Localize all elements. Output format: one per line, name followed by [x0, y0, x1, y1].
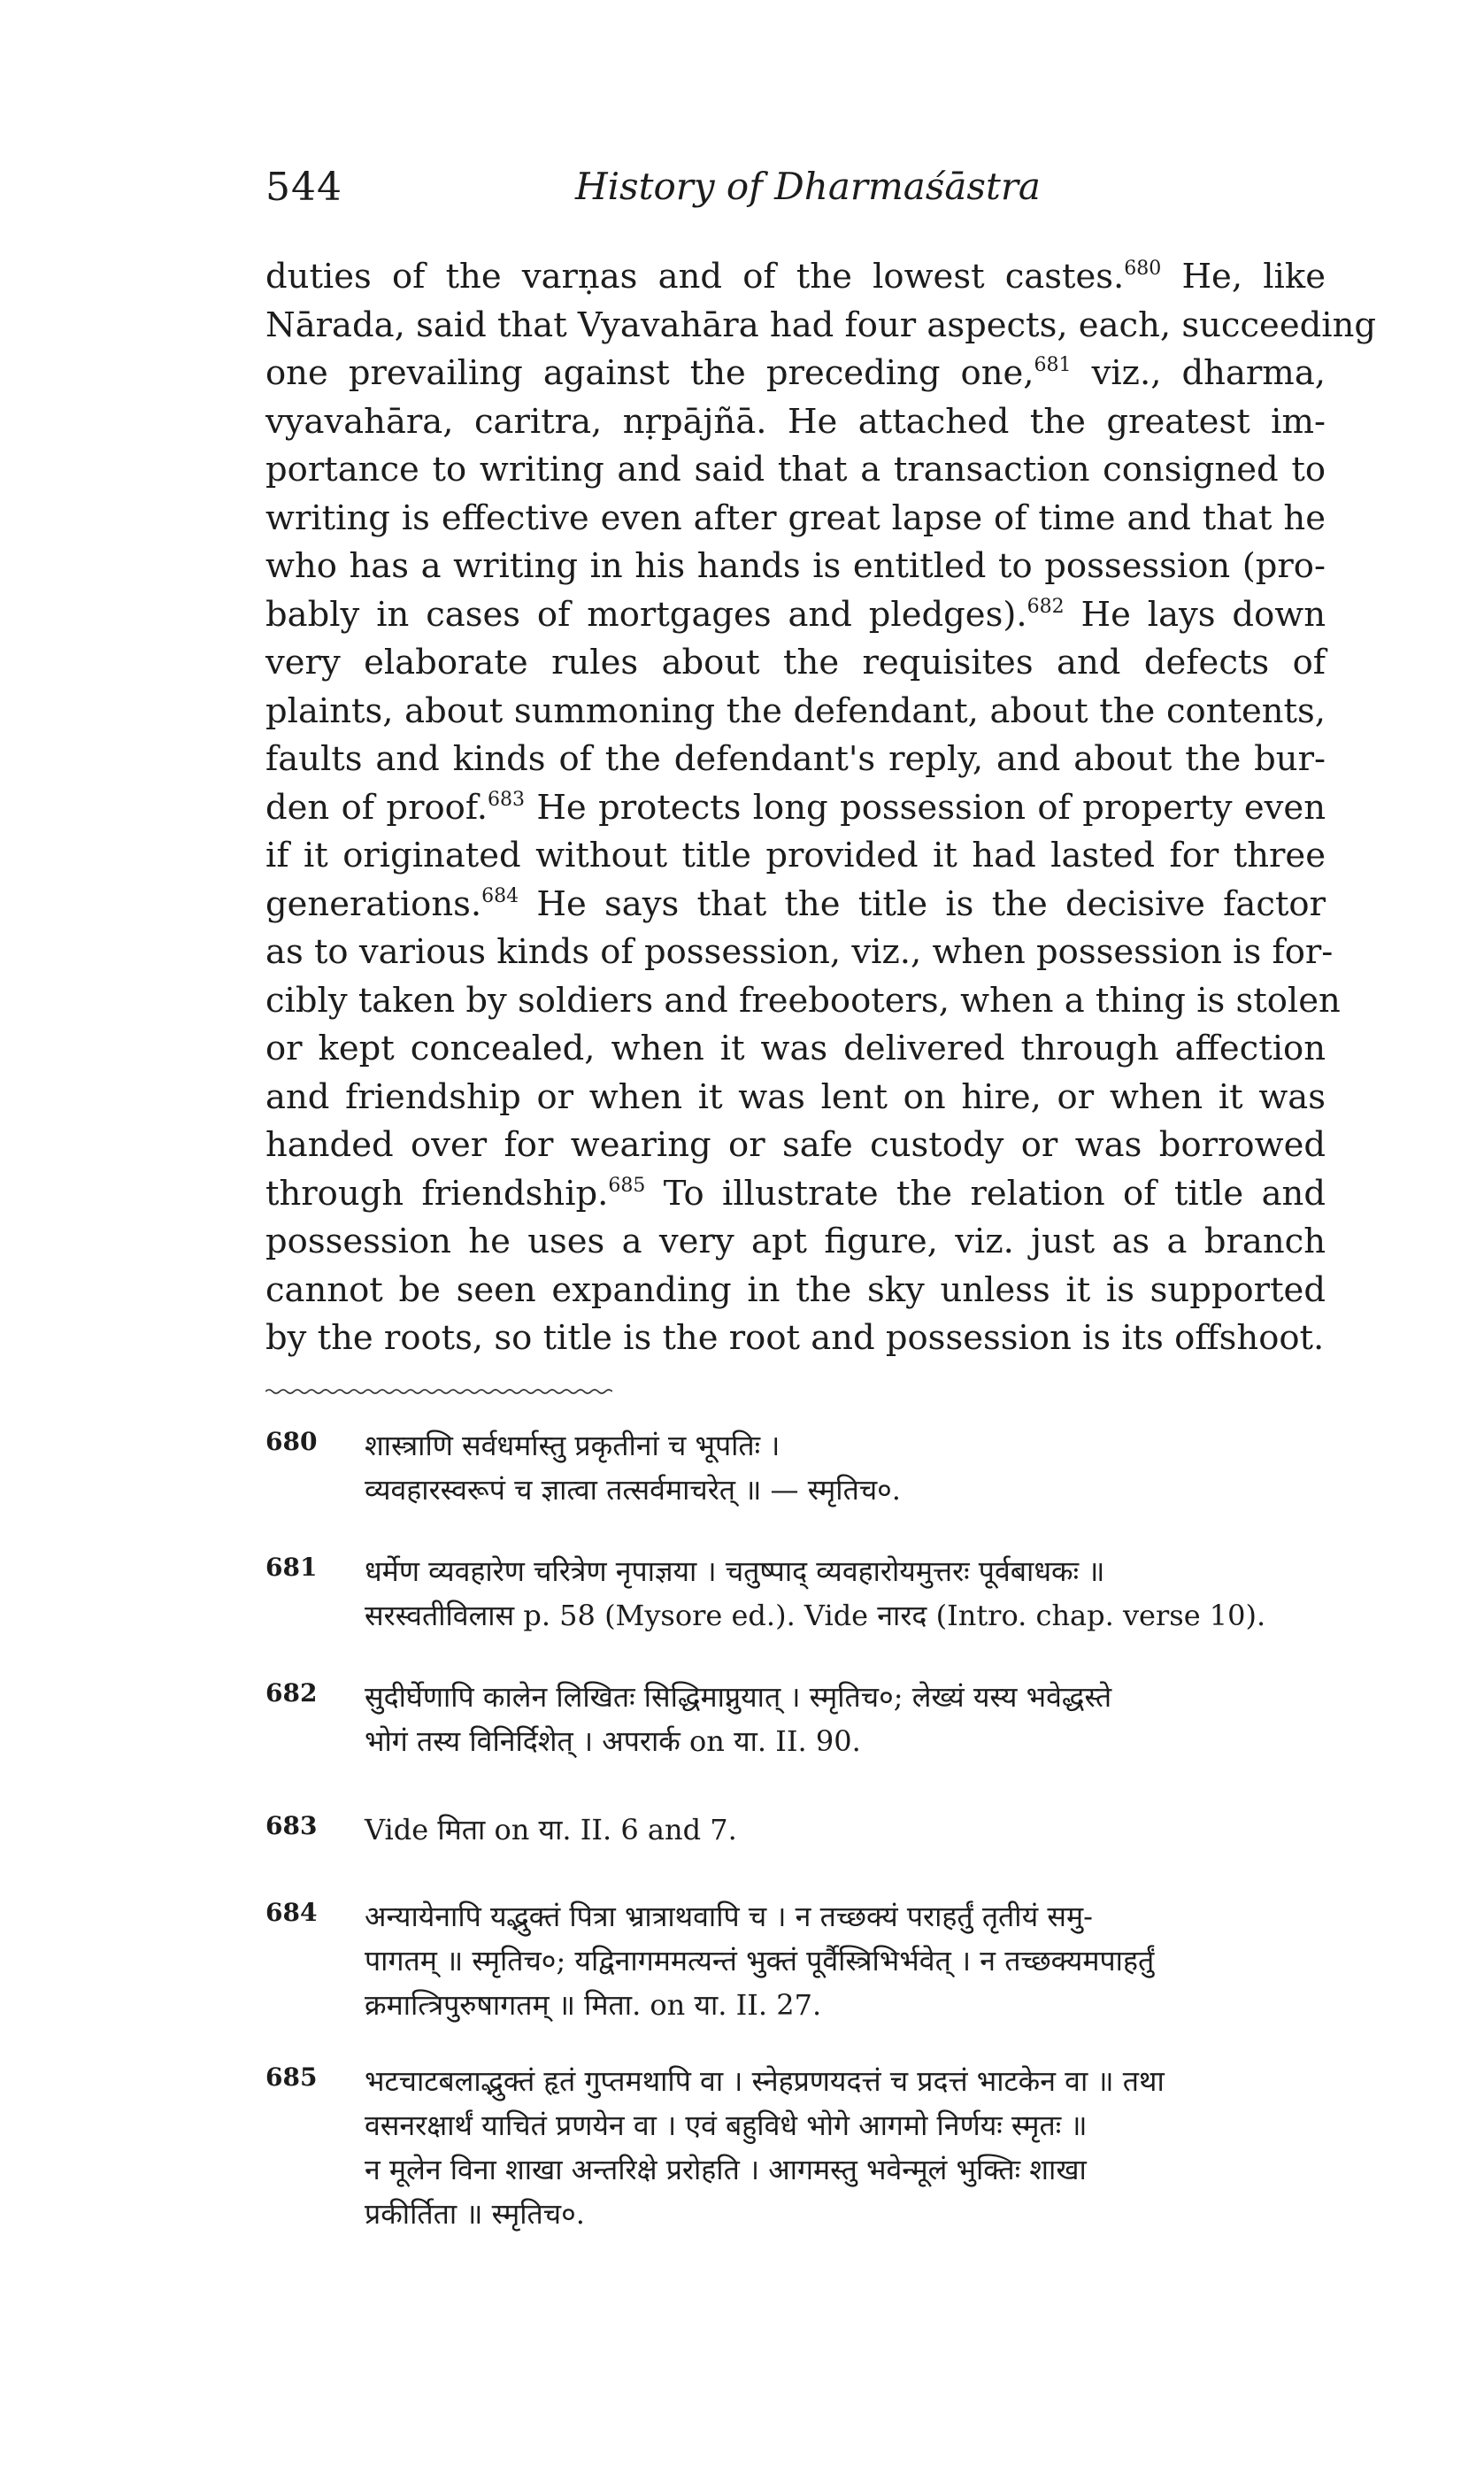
text-line: plaints, about summoning the defendant, about the contents, [265, 690, 1326, 731]
footnote-number: 681 [265, 1553, 318, 1582]
text-line: possession he uses a very apt figure, viz. just as a branch [265, 1222, 1326, 1261]
page-number: 544 [265, 165, 342, 210]
text-line: vyavahāra, caritra, nṛpājñā. He attached the greatest im- [265, 401, 1326, 442]
footnote-ref: 682 [1026, 595, 1065, 618]
text-line: portance to writing and said that a transaction consigned to [265, 450, 1326, 490]
footnote-number: 680 [265, 1427, 318, 1456]
text-line: by the roots, so title is the root and possession is its offshoot. [265, 1318, 1325, 1358]
text-line: and friendship or when it was lent on hire, or when it was [265, 1076, 1326, 1117]
running-title: History of Dharmaśāstra [575, 165, 1041, 208]
text-line: or kept concealed, when it was delivered through affection [265, 1029, 1326, 1068]
footnote-text: भटचाटबलाद्भुक्तं हृतं गुप्तमथापि वा । स्नेहप्रणयदत्तं च प्रदत्तं भाटकेन वा ॥ तथा वसनरक्षार्थं याचितं प्रणयेन वा । एवं बहुविधे भोगे आगमो निर्णयः स्मृतः ॥ न मूलेन विना शाखा अन्तरिक्षे प्ररोहति । आगमस्तु भवेन्मूलं भुक्तिः शाखा प्रकीर्तिता ॥ स्मृतिच०. [365, 2064, 1165, 2231]
text-line: if it originated without title provided it had lasted for three [265, 836, 1326, 875]
footnote-text: शास्त्राणि सर्वधर्मास्तु प्रकृतीनां च भूपतिः । व्यवहारस्वरूपं च ज्ञात्वा तत्सर्वमाचरेत् ॥ — स्मृतिच०. [365, 1429, 901, 1507]
footnote-separator [265, 1388, 612, 1395]
text-line: den of proof.$^{683}$ He protects long possession of property even [265, 787, 1326, 828]
text-line: faults and kinds of the defendant's reply, and about the bur- [265, 739, 1326, 779]
footnote-text: धर्मेण व्यवहारेण चरित्रेण नृपाज्ञया । चतुष्पाद् व्यवहारोयमुत्तरः पूर्वबाधकः ॥ सरस्वतीविलास p. 58 (Mysore ed.). Vide नारद (Intro. chap. verse 10). [365, 1554, 1266, 1632]
running-head [265, 165, 1327, 218]
footnote-ref: 680 [1124, 258, 1162, 280]
text-line: as to various kinds of possession, viz., when possession is for- [265, 932, 1334, 972]
text-line: generations.$^{684}$ He says that the title is the decisive factor [265, 883, 1326, 924]
footnote-text: अन्यायेनापि यद्भुक्तं पित्रा भ्रात्राथवापि च । न तच्छक्यं पराहर्तुं तृतीयं समु- पागतम् ॥ स्मृतिच०; यद्विनागममत्यन्तं भुक्तं पूर्वैस्त्रिभिर्भवेत् । न तच्छक्यमपाहर्तुं क्रमात्त्रिपुरुषागतम् ॥ मिता. on या. II. 27. [365, 1900, 1155, 2022]
text-line: handed over for wearing or safe custody or was borrowed [265, 1125, 1326, 1165]
text-line: who has a writing in his hands is entitled to possession (pro- [265, 546, 1326, 586]
body-paragraph [265, 253, 1377, 1363]
footnote-number: 685 [265, 2062, 318, 2092]
footnote-ref: 684 [481, 884, 519, 907]
text-line: writing is effective even after great lapse of time and that he [265, 497, 1326, 538]
text-line: duties of the varṇas and of the lowest castes.$^{680}$ He, like [265, 257, 1326, 297]
text-line: bably in cases of mortgages and pledges).$^{682}$ He lays down [265, 594, 1326, 635]
footnote-text: सुदीर्घेणापि कालेन लिखितः सिद्धिमाप्नुयात् । स्मृतिच०; लेख्यं यस्य भवेद्धस्ते भोगं तस्य विनिर्दिशेत् । अपरार्क on या. II. 90. [365, 1680, 1112, 1758]
text-line: cibly taken by soldiers and freebooters, when a thing is stolen [265, 980, 1341, 1021]
text-line: Nārada, said that Vyavahāra had four aspects, each, succeeding [265, 305, 1377, 345]
footnote-ref: 685 [608, 1174, 646, 1197]
footnote-number: 682 [265, 1678, 318, 1708]
text-line: cannot be seen expanding in the sky unless it is supported [265, 1269, 1326, 1310]
footnote-ref: 681 [1034, 354, 1072, 376]
text-line: very elaborate rules about the requisites and defects of [265, 643, 1326, 682]
text-line: one prevailing against the preceding one,$^{681}$ viz., dharma, [265, 353, 1326, 393]
footnote-ref: 683 [487, 788, 525, 811]
footnote-number: 683 [265, 1811, 318, 1840]
footnote-number: 684 [265, 1898, 318, 1927]
footnote-text: Vide मिता on या. II. 6 and 7. [365, 1813, 737, 1846]
text-line: through friendship.$^{685}$ To illustrate the relation of title and [265, 1173, 1326, 1214]
